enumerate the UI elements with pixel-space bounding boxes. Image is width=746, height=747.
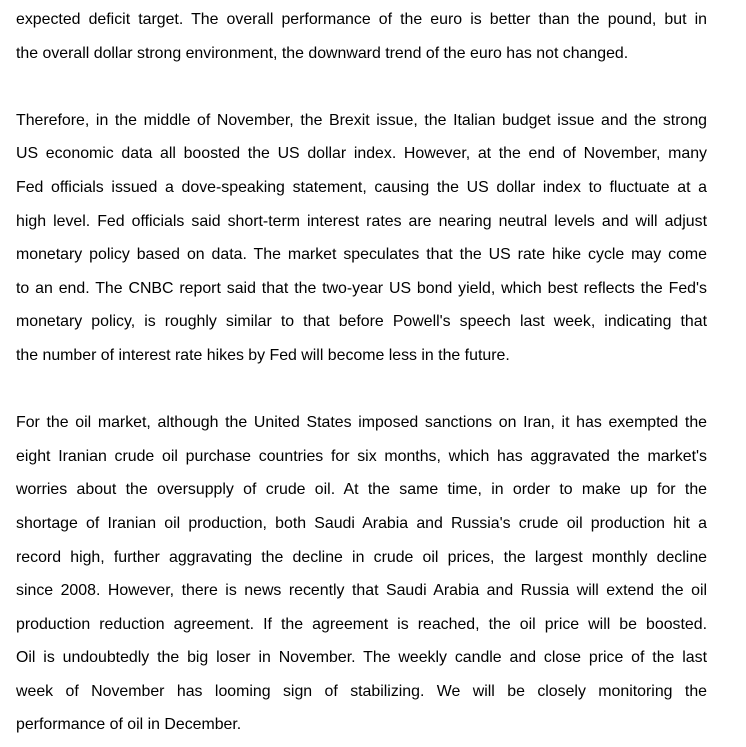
text-line: US economic data all boosted the US dollar index. However, at the end of November, many [16, 145, 707, 163]
text-line: high level. Fed officials said short-term interest rates are nearing neutral levels and will adjust [16, 212, 707, 230]
text-line: monetary policy based on data. The market speculates that the US rate hike cycle may come [16, 246, 707, 264]
text-line: Therefore, in the middle of November, the Brexit issue, the Italian budget issue and the strong [16, 111, 707, 129]
text-line: shortage of Iranian oil production, both Saudi Arabia and Russia's crude oil production hit a [16, 514, 707, 532]
text-line: Oil is undoubtedly the big loser in November. The weekly candle and close price of the last [16, 649, 707, 667]
text-line: monetary policy, is roughly similar to that before Powell's speech last week, indicating that [16, 313, 707, 331]
text-line: production reduction agreement. If the agreement is reached, the oil price will be boosted. [16, 615, 707, 633]
text-line: week of November has looming sign of stabilizing. We will be closely monitoring the [16, 682, 707, 700]
paragraph-spacer [16, 70, 707, 104]
text-line: since 2008. However, there is news recently that Saudi Arabia and Russia will extend the oil [16, 582, 707, 600]
paragraph-spacer [16, 373, 707, 407]
paragraph-us-dollar [16, 104, 707, 373]
text-line: For the oil market, although the United States imposed sanctions on Iran, it has exempted the [16, 414, 707, 432]
text-line: record high, further aggravating the decline in crude oil prices, the largest monthly decline [16, 548, 707, 566]
text-line: to an end. The CNBC report said that the two-year US bond yield, which best reflects the Fed's [16, 279, 707, 297]
paragraph-euro [16, 3, 707, 70]
paragraph-oil-market [16, 406, 707, 742]
document-page [16, 3, 707, 742]
text-line: Fed officials issued a dove-speaking statement, causing the US dollar index to fluctuate at a [16, 178, 707, 196]
text-line: performance of oil in December. [16, 716, 242, 734]
text-line: worries about the oversupply of crude oil. At the same time, in order to make up for the [16, 481, 707, 499]
text-line: expected deficit target. The overall performance of the euro is better than the pound, but in [16, 11, 707, 28]
text-line: the overall dollar strong environment, the downward trend of the euro has not changed. [16, 44, 629, 62]
text-line: eight Iranian crude oil purchase countries for six months, which has aggravated the market's [16, 447, 707, 465]
text-line: the number of interest rate hikes by Fed will become less in the future. [16, 346, 510, 364]
